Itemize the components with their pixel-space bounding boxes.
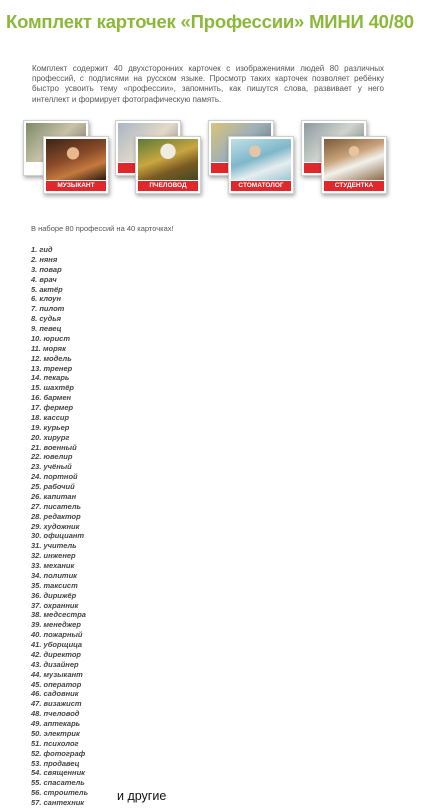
profession-item: 25. рабочий bbox=[31, 482, 75, 491]
card-photo bbox=[324, 139, 384, 180]
profession-item: 30. официант bbox=[31, 531, 85, 541]
card-label: МУЗЫКАНТ bbox=[46, 181, 106, 191]
profession-item: 53. продавец bbox=[31, 758, 80, 768]
card-dentist bbox=[228, 136, 294, 194]
card-photo bbox=[46, 139, 106, 180]
profession-item: 14. пекарь bbox=[31, 373, 70, 383]
page-title: Комплект карточек «Профессии» МИНИ 40/80 bbox=[6, 11, 414, 32]
profession-item: 17. фермер bbox=[31, 403, 74, 412]
profession-item: 37. охранник bbox=[31, 600, 79, 610]
profession-item: 46. садовник bbox=[31, 689, 79, 699]
profession-item: 40. пожарный bbox=[31, 630, 83, 640]
card-student bbox=[321, 136, 387, 194]
cards-gallery bbox=[0, 0, 437, 210]
profession-item: 39. менеджер bbox=[31, 620, 81, 630]
professions-list bbox=[31, 245, 88, 808]
profession-item: 27. писатель bbox=[31, 501, 81, 511]
profession-item: 50. электрик bbox=[31, 728, 80, 738]
profession-item: 23. учёный bbox=[31, 462, 72, 472]
profession-item: 24. портной bbox=[31, 472, 78, 482]
profession-item: 38. медсестра bbox=[31, 610, 86, 620]
product-description: Комплект содержит 40 двухсторонних карточек с изображениями людей 80 различных профессий, с подписями на русском языке. Просмотр таких карточек позволяет ребёнку быстро усвоить тему «профессии», запомнить, как пишутся слова, развивает у него интеллект и формирует фотографическую память. bbox=[32, 64, 384, 104]
profession-item: 28. редактор bbox=[31, 511, 81, 521]
profession-item: 35. таксист bbox=[31, 580, 78, 590]
profession-item: 21. военный bbox=[31, 442, 77, 452]
profession-item: 12. модель bbox=[31, 353, 72, 363]
profession-item: 55. спасатель bbox=[31, 778, 85, 788]
card-photo bbox=[138, 139, 198, 180]
profession-item: 48. пчеловод bbox=[31, 709, 80, 719]
profession-item: 33. механик bbox=[31, 561, 75, 570]
card-label: ПЧЕЛОВОД bbox=[138, 181, 198, 191]
card-musician bbox=[43, 136, 109, 194]
profession-item: 43. дизайнер bbox=[31, 659, 79, 669]
profession-item: 26. капитан bbox=[31, 491, 77, 501]
profession-item: 41. уборщица bbox=[31, 640, 83, 649]
profession-item: 6. клоун bbox=[31, 294, 61, 304]
and-others-text: и другие bbox=[117, 789, 167, 803]
profession-item: 7. пилот bbox=[31, 304, 65, 314]
profession-item: 31. учитель bbox=[31, 541, 77, 551]
profession-item: 54. священник bbox=[31, 768, 85, 778]
profession-item: 1. гид bbox=[31, 245, 53, 254]
profession-item: 36. дирижёр bbox=[31, 590, 77, 600]
profession-item: 2. няня bbox=[31, 254, 58, 264]
profession-item: 52. фотограф bbox=[31, 748, 86, 758]
profession-item: 16. бармен bbox=[31, 393, 72, 403]
profession-item: 22. ювелир bbox=[31, 452, 73, 462]
profession-item: 4. врач bbox=[31, 274, 57, 284]
profession-item: 19. курьер bbox=[31, 422, 70, 432]
profession-item: 29. художник bbox=[31, 521, 80, 531]
profession-item: 10. юрист bbox=[31, 333, 70, 343]
profession-item: 5. актёр bbox=[31, 284, 63, 294]
card-beekeeper bbox=[135, 136, 201, 194]
intro-text: В наборе 80 профессий на 40 карточках! bbox=[31, 224, 174, 233]
profession-item: 11. моряк bbox=[31, 343, 66, 353]
profession-item: 49. аптекарь bbox=[31, 719, 81, 728]
profession-item: 18. кассир bbox=[31, 412, 70, 422]
profession-item: 42. директор bbox=[31, 649, 82, 659]
profession-item: 44. музыкант bbox=[31, 669, 83, 679]
card-label: СТОМАТОЛОГ bbox=[231, 181, 291, 191]
profession-item: 51. психолог bbox=[31, 738, 79, 748]
profession-item: 13. тренер bbox=[31, 363, 73, 373]
card-photo bbox=[231, 139, 291, 180]
profession-item: 47. визажист bbox=[31, 699, 82, 709]
profession-item: 15. шахтёр bbox=[31, 383, 74, 393]
profession-item: 20. хирург bbox=[31, 432, 70, 442]
profession-item: 57. сантехник bbox=[31, 798, 85, 807]
profession-item: 32. инженер bbox=[31, 551, 76, 561]
profession-item: 9. певец bbox=[31, 324, 62, 333]
profession-item: 8. судья bbox=[31, 314, 62, 324]
card-label: СТУДЕНТКА bbox=[324, 181, 384, 191]
profession-item: 56. строитель bbox=[31, 788, 89, 798]
profession-item: 34. политик bbox=[31, 570, 77, 580]
profession-item: 45. оператор bbox=[31, 679, 82, 689]
profession-item: 3. повар bbox=[31, 264, 62, 274]
